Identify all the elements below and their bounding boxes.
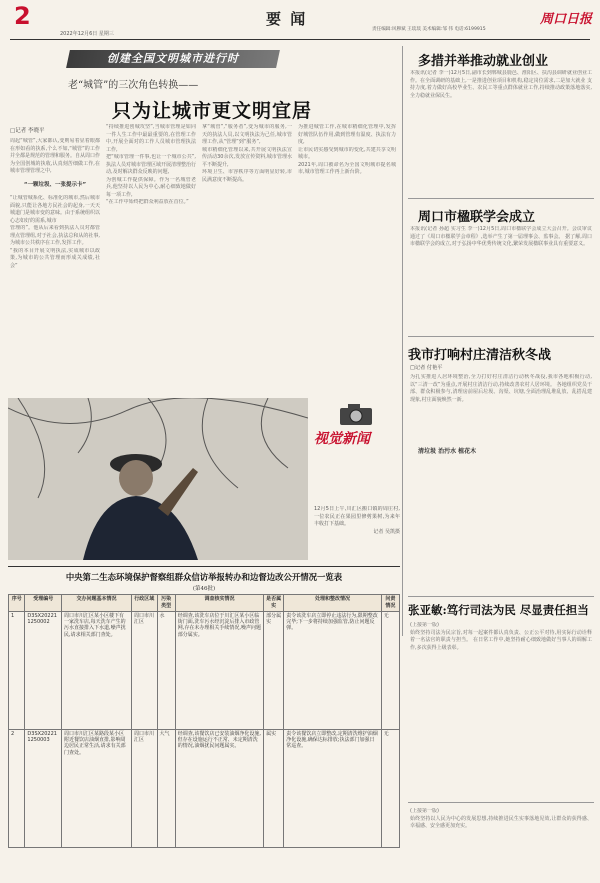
- cell-issue: 周口市川汇区某路段某小区附近餐饮店油烟直排,影响周边居民正常生活,请求有关部门查处。: [61, 730, 131, 848]
- continued-story-body: [410, 808, 592, 876]
- continued-byline: (上接第一版): [410, 808, 439, 814]
- body-col-1: [10, 138, 100, 390]
- judge-p1: 始终坚持司法为民宗旨,对每一起案件都认真负责、公正公平对待,用实际行动诠释着一名法官的职责与担当。: [410, 629, 592, 643]
- th-id: 受理编号: [25, 595, 62, 612]
- cell-accountability: 无: [381, 730, 399, 848]
- photo-credit: 记者 吴凯摄: [373, 528, 400, 535]
- col3-p1: 拿“城管”,“服务者”,变为城市的服务,一天的执法人员,以文明执法为己任,城市管理工作,从“管理”到“服务”,: [202, 124, 292, 145]
- enforcement-table: [8, 594, 400, 848]
- th-actions: 处理和整改情况: [284, 595, 381, 612]
- banner: [66, 50, 280, 68]
- judge-byline: (上接第一版): [410, 622, 439, 628]
- judge-p2: 在日常工作中,她坚持耐心细致地做好当事人的调解工作,多次获得上级表彰。: [410, 637, 592, 651]
- village-p2: 各地组织党员干部、群众积极参与,清理房前屋后垃圾、沟渠、坑塘,全面治理乱堆乱放、乱搭乱建现象,村庄面貌焕然一新。: [410, 381, 592, 403]
- right-divider-2: [408, 336, 594, 337]
- couplet-society-headline: 周口市楹联学会成立: [418, 210, 536, 225]
- photo-caption: [314, 506, 400, 556]
- subhead: “一颗垃圾、一张提示卡”: [23, 181, 87, 188]
- th-type: 污染类型: [157, 595, 175, 612]
- col2-p3: 为创城工作提供保障。作为一名城管老兵,他坚持以人民为中心,耐心细致地做好每一项工作,: [106, 176, 196, 198]
- cell-findings: 经调查,该餐饮店已安装油烟净化设施,但存在设施运行不正常、未定期清洗的情况,油烟扰民问题属实。: [175, 730, 263, 848]
- issue-date: 2022年12月6日 星期三: [60, 31, 114, 37]
- cell-region: 周口市川汇区: [131, 730, 157, 848]
- col4-p1: 为推进城管工作,在城市精细化管理中,发挥好城管队伍作用,做到管理有温度、执法有力度,: [298, 124, 396, 145]
- banner-text: 创建全国文明城市进行时: [107, 52, 239, 65]
- village-clean-body: [410, 374, 592, 594]
- cell-index: 1: [9, 612, 25, 730]
- th-index: 序号: [9, 595, 25, 612]
- col3-p3: 环境卫生、市容秩序等方面明显好转,市民满意度不断提高。: [202, 169, 292, 183]
- couplet-p2: 据了解,周口市楹联学会的成立,对于弘扬中华优秀传统文化,繁荣发展楹联事业具有重要意义。: [410, 233, 592, 247]
- cell-id: D3SX202211250002: [25, 612, 62, 730]
- cell-actions: 责令该洗车店立即停止违法行为,限期整改完毕;下一步将持续加强监管,防止问题反弹。: [284, 612, 381, 730]
- col4-p2: 让市民切实感受到城市的变化,共建共享文明城市。: [298, 146, 396, 160]
- table-subtitle: (第46批): [192, 586, 216, 592]
- table-row: [9, 730, 400, 848]
- photo-news-label: 视觉新闻: [314, 431, 370, 447]
- table-row: [9, 612, 400, 730]
- col3-p2: 城市精细化管理以来,共开展文明执法宣传活动30余次,发放宣传资料,城市管理水平不断提升,: [202, 146, 292, 168]
- right-divider-1: [408, 198, 594, 199]
- employment-story-body: [410, 70, 592, 194]
- cell-accountability: 无: [381, 612, 399, 730]
- photo-news: [8, 398, 400, 560]
- masthead: [0, 0, 600, 42]
- cell-verified: 属实: [264, 730, 284, 848]
- employment-p2: 支持力度,着力做好高校毕业生、农民工等重点群体就业工作,持续推动政策落地落实,全力稳就业保民生。: [410, 77, 592, 99]
- col1-p1: 周起“城管”,大家都认,变则易着显着眼都在形如看的执系,个么不如,“城管”的工作并全都是规范的管理和服务。自从周口作为全国创城的执收,认真刻苦细做工作,在城市管理管理之中,: [10, 138, 100, 174]
- col1-p4: “我的本目开展文明执法,实成城市以政策,为城市的公共管理而形成关成绩,社会”: [10, 247, 100, 269]
- th-accountability: 问责情况: [381, 595, 399, 612]
- cell-actions: 责令该餐饮店立即整改,定期清洗维护油烟净化设施,确保达标排放;执法部门加强日常巡查。: [284, 730, 381, 848]
- byline: □记者 李晓平: [10, 128, 45, 134]
- cell-type: 大气: [157, 730, 175, 848]
- col2-p1: “持续推进创城攻坚”,当城市管理是如同一件人生工作中最最重要的,在管理工作中,开展全面对的工作人员城市管理执法工作,: [106, 124, 196, 153]
- cell-id: D3SX202211250003: [25, 730, 62, 848]
- th-issue: 交办问题基本情况: [61, 595, 131, 612]
- village-p1: 为扎实推进人居环境整治,全力打好村庄清洁行动秋冬战役,我市各地积极行动,以“三清一改”为重点,开展村庄清洁行动,持续改善农村人居环境。: [410, 374, 592, 388]
- judge-story-body: [410, 622, 592, 798]
- cell-type: 水: [157, 612, 175, 730]
- enforcement-section: [8, 566, 400, 880]
- caption-text: 12月5日上午,川汇区搬口镇的周庄村,一位农民正在果园里修剪果树,为来年丰收打下基础。: [314, 506, 400, 527]
- judge-story-headline: 张亚敏:笃行司法为民 尽显责任担当: [408, 603, 589, 617]
- employment-story-headline: 多措并举推动就业创业: [418, 54, 549, 69]
- th-findings: 调查核实情况: [175, 595, 263, 612]
- cell-verified: 部分属实: [264, 612, 284, 730]
- col4-p3: 2021年,周口被命名为全国文明城市提名城市,城市管理工作再上新台阶。: [298, 161, 396, 175]
- col2-p2: 把“城市管理一件事,也让一个城市公共”,执法人员对城市管理区域开展清理整治行动,及时解决群众反映的问题,: [106, 154, 196, 175]
- th-region: 行政区域: [131, 595, 157, 612]
- table-title: 中央第二生态环境保护督察组群众信访举报转办和边督边改公开情况一览表: [65, 572, 343, 582]
- camera-icon: [338, 402, 374, 426]
- body-col-4: [298, 124, 396, 390]
- col1-p3: 管理的”。他从后来看到执法人员对都管理点管理组,对于社会,执法总和从的社事,为城市公共秩序在工作,发挥工作。: [10, 225, 100, 246]
- lead-story: [8, 46, 400, 396]
- couplet-society-body: [410, 226, 592, 332]
- table-header-row: [9, 595, 400, 612]
- table-top-rule: [8, 566, 400, 567]
- page-number: 2: [14, 2, 31, 30]
- cell-findings: 经调查,该洗车店位于川汇区某小区临街门面,洗车污水经沉淀后排入市政管网,存在未办理相关手续情况,噪声问题部分属实。: [175, 612, 263, 730]
- editors-line: 责任编辑:风穆斌 王琰琰 美术编辑:邹 伟 电话:6199915: [372, 27, 486, 32]
- right-divider-4: [408, 802, 594, 803]
- right-column: [408, 46, 594, 879]
- th-verified: 是否属实: [264, 595, 284, 612]
- left-right-divider: [402, 46, 403, 636]
- continued-p1: 始终坚持以人民为中心的发展思想,持续推进民生实事落地见效,让群众的获得感、幸福感、安全感更加充实。: [410, 815, 592, 829]
- body-col-2: [106, 124, 196, 390]
- village-clean-byline: □记者 付艳平: [410, 365, 443, 371]
- farmer-pruning-photo: [8, 398, 308, 560]
- employment-p1: 本报讯(记者 李一)12月5日,副市长到郸城县鹿邑、淮阳区、扶沟县调研就业创业工作。在全面调研的基础上,一是推进创业项目和机构,稳定岗位需求,二是加大就业: [410, 70, 592, 84]
- col1-p2: “让城管城系化、标准化的城市,然后城市面貌,只能让各地方民社会的起身,一天天城道门是城市变的意味。由于系统组织以心志如好的需系,城市: [10, 195, 100, 224]
- col2-p4: “在工作中始终把群众利益放在首位。”: [106, 199, 189, 205]
- right-divider-3: [408, 596, 594, 597]
- section-title: 要 闻: [266, 10, 308, 28]
- cell-index: 2: [9, 730, 25, 848]
- masthead-rule: [10, 39, 590, 40]
- body-col-3: [202, 124, 292, 390]
- village-clean-subhead: 清垃圾 治污水 植花木: [418, 448, 477, 455]
- headline: 只为让城市更文明宜居: [112, 100, 313, 122]
- kicker: 老“城管”的三次角色转换——: [68, 80, 199, 91]
- village-clean-headline: 我市打响村庄清洁秋冬战: [408, 348, 552, 363]
- couplet-p1: 本报讯(记者 孙超 实习生 李一)12月5日,周口市楹联学会成立大会召开。会议审议通过了《周口市楹联学会章程》,选举产生了第一届理事会、监事会。: [410, 226, 592, 240]
- newspaper-logo: 周口日报: [540, 12, 593, 27]
- cell-issue: 周口市川汇区某小区楼下有一家洗车店,每天洗车产生的污水直接排入下水道,噪声扰民,请求相关部门查处。: [61, 612, 131, 730]
- cell-region: 周口市川汇区: [131, 612, 157, 730]
